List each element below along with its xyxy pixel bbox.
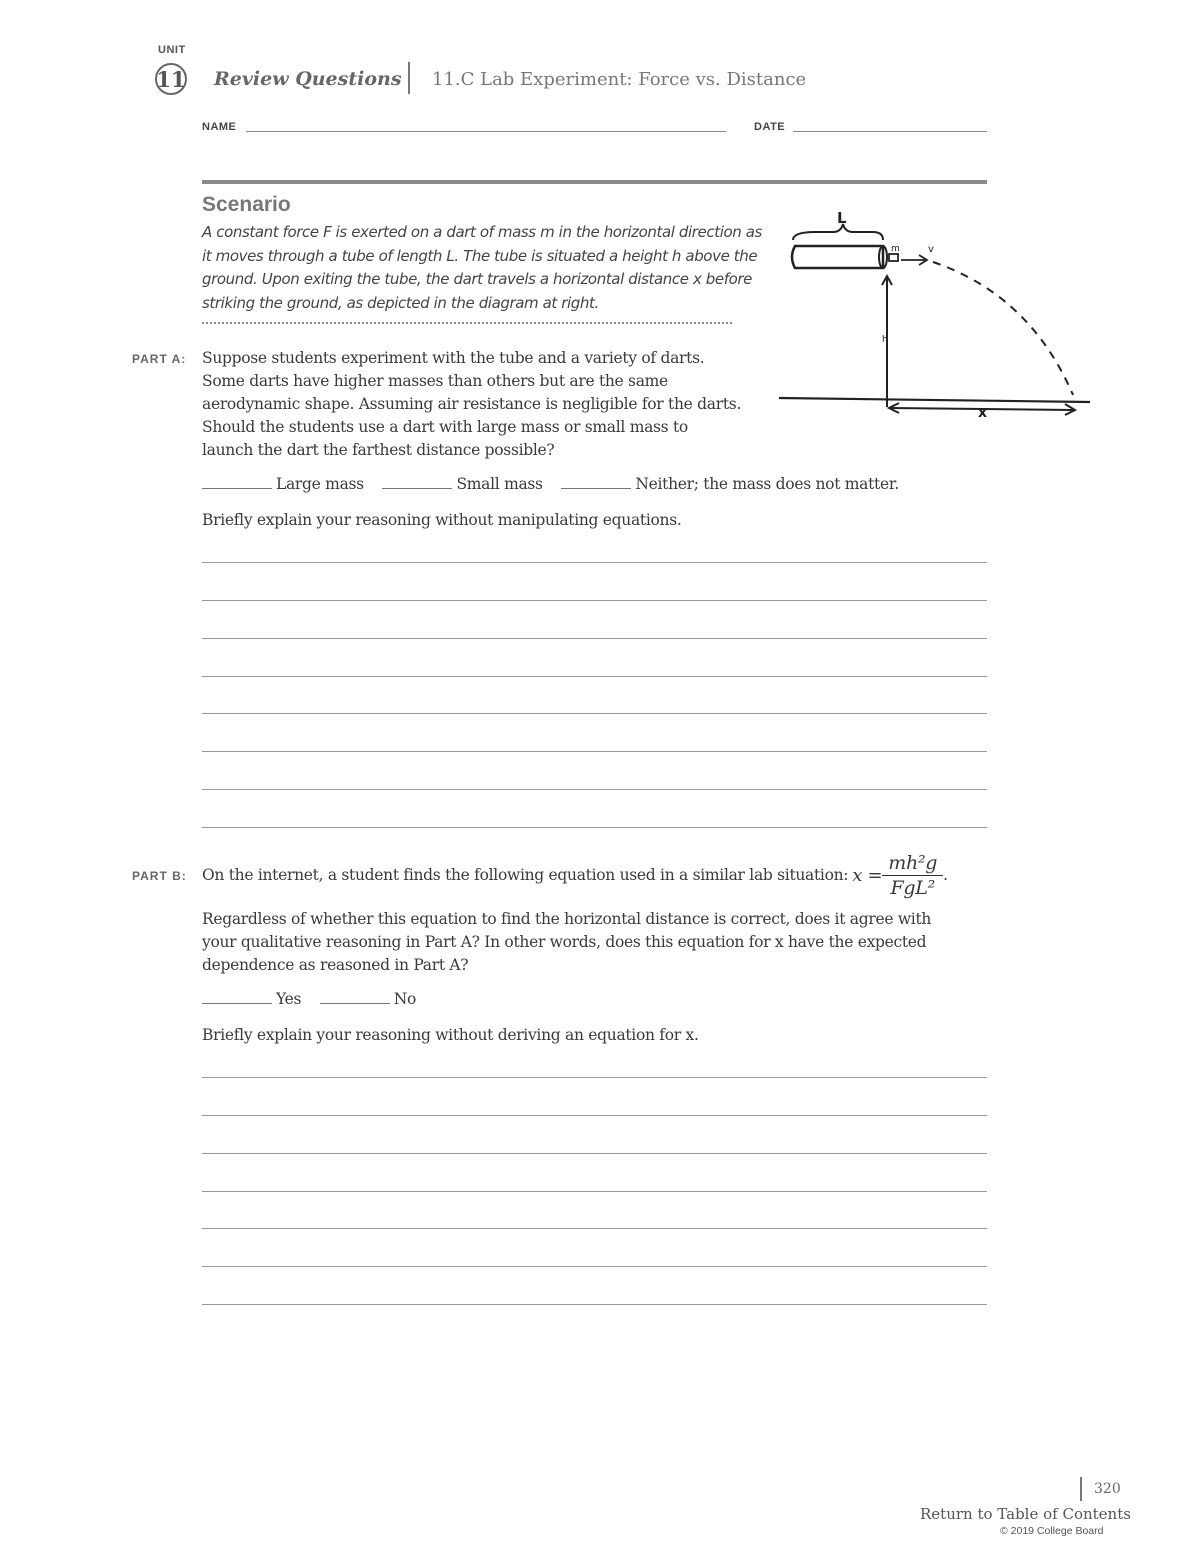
velocity-label: v [928, 244, 934, 255]
scenario-text: A constant force F is exerted on a dart of mass m in the horizontal direction as it moves through a tube of length L. The tube is situated a height h above the ground. Upon exiting the tube, the dart travels a horizontal distance x before striking the ground, as depicted in the diagram at right. [202, 223, 762, 312]
small-mass-blank[interactable] [382, 488, 452, 489]
date-label: DATE [754, 121, 786, 133]
answer-line[interactable] [202, 1266, 987, 1267]
mass-label: m [891, 244, 900, 254]
part-b-intro: On the internet, a student finds the following equation used in a similar lab situation: [202, 865, 849, 884]
height-label: h [882, 335, 888, 345]
answer-line[interactable] [202, 676, 987, 677]
choice-large-mass: Large mass [276, 475, 364, 493]
part-b-label: PART B: [132, 869, 187, 883]
answer-line[interactable] [202, 751, 987, 752]
part-b-question: Regardless of whether this equation to find the horizontal distance is correct, does it agree with your qualitative reasoning in Part A? In other words, does this equation for x have the expected dependence as reasoned in Part A? [202, 910, 932, 974]
choice-no: No [393, 990, 417, 1008]
equation-denominator: FgL² [890, 876, 935, 899]
part-a-label: PART A: [132, 352, 187, 366]
answer-line[interactable] [202, 1115, 987, 1116]
equation-lhs: x = [852, 864, 883, 886]
neither-blank[interactable] [561, 488, 631, 489]
equation-numerator: mh²g [882, 851, 943, 876]
page-number: 320 [1094, 1481, 1121, 1497]
answer-line[interactable] [202, 713, 987, 714]
choice-yes: Yes [276, 990, 302, 1008]
dotted-divider [202, 322, 732, 324]
answer-line[interactable] [202, 1191, 987, 1192]
choice-small-mass: Small mass [456, 475, 543, 493]
unit-label: UNIT [158, 44, 186, 56]
answer-line[interactable] [202, 562, 987, 563]
unit-number-badge: 11 [155, 63, 187, 95]
equation-fraction [882, 851, 943, 900]
answer-line[interactable] [202, 1153, 987, 1154]
choice-neither: Neither; the mass does not matter. [635, 475, 899, 493]
answer-line[interactable] [202, 827, 987, 828]
copyright: © 2019 College Board [1000, 1525, 1104, 1537]
answer-line[interactable] [202, 600, 987, 601]
answer-line[interactable] [202, 1077, 987, 1078]
answer-line[interactable] [202, 638, 987, 639]
top-rule [202, 180, 987, 184]
date-field[interactable] [793, 131, 987, 132]
tube-icon [792, 246, 883, 268]
distance-label: x [978, 405, 988, 421]
dart-trajectory-diagram [775, 200, 1095, 425]
lab-title: 11.C Lab Experiment: Force vs. Distance [432, 69, 807, 90]
scenario-heading: Scenario [202, 193, 291, 216]
name-label: NAME [202, 121, 237, 133]
part-a-choices [202, 473, 899, 496]
part-b-intro-row [202, 845, 948, 905]
length-label: L [837, 209, 847, 227]
answer-line[interactable] [202, 789, 987, 790]
section-title: Review Questions [214, 68, 402, 90]
answer-line[interactable] [202, 1228, 987, 1229]
name-field[interactable] [246, 131, 726, 132]
header-divider [408, 62, 410, 94]
part-a-question: Suppose students experiment with the tube and a variety of darts. Some darts have higher masses than others but are the same aerodynamic shape. Assuming air resistance is negligible for the darts. Should the students use a dart with large mass or small mass to launch the dart the farthest distance possible? [202, 349, 742, 459]
part-b-choices [202, 988, 416, 1011]
table-of-contents-link[interactable]: Return to Table of Contents [920, 1505, 1131, 1523]
trajectory-path [933, 262, 1073, 395]
yes-blank[interactable] [202, 1003, 272, 1004]
dart-icon [889, 254, 898, 261]
footer-divider [1080, 1477, 1082, 1501]
part-a-prompt: Briefly explain your reasoning without manipulating equations. [202, 511, 682, 529]
no-blank[interactable] [320, 1003, 390, 1004]
large-mass-blank[interactable] [202, 488, 272, 489]
equation-end: . [943, 865, 948, 884]
answer-line[interactable] [202, 1304, 987, 1305]
part-b-prompt: Briefly explain your reasoning without deriving an equation for x. [202, 1026, 699, 1044]
ground-line [779, 398, 1090, 402]
